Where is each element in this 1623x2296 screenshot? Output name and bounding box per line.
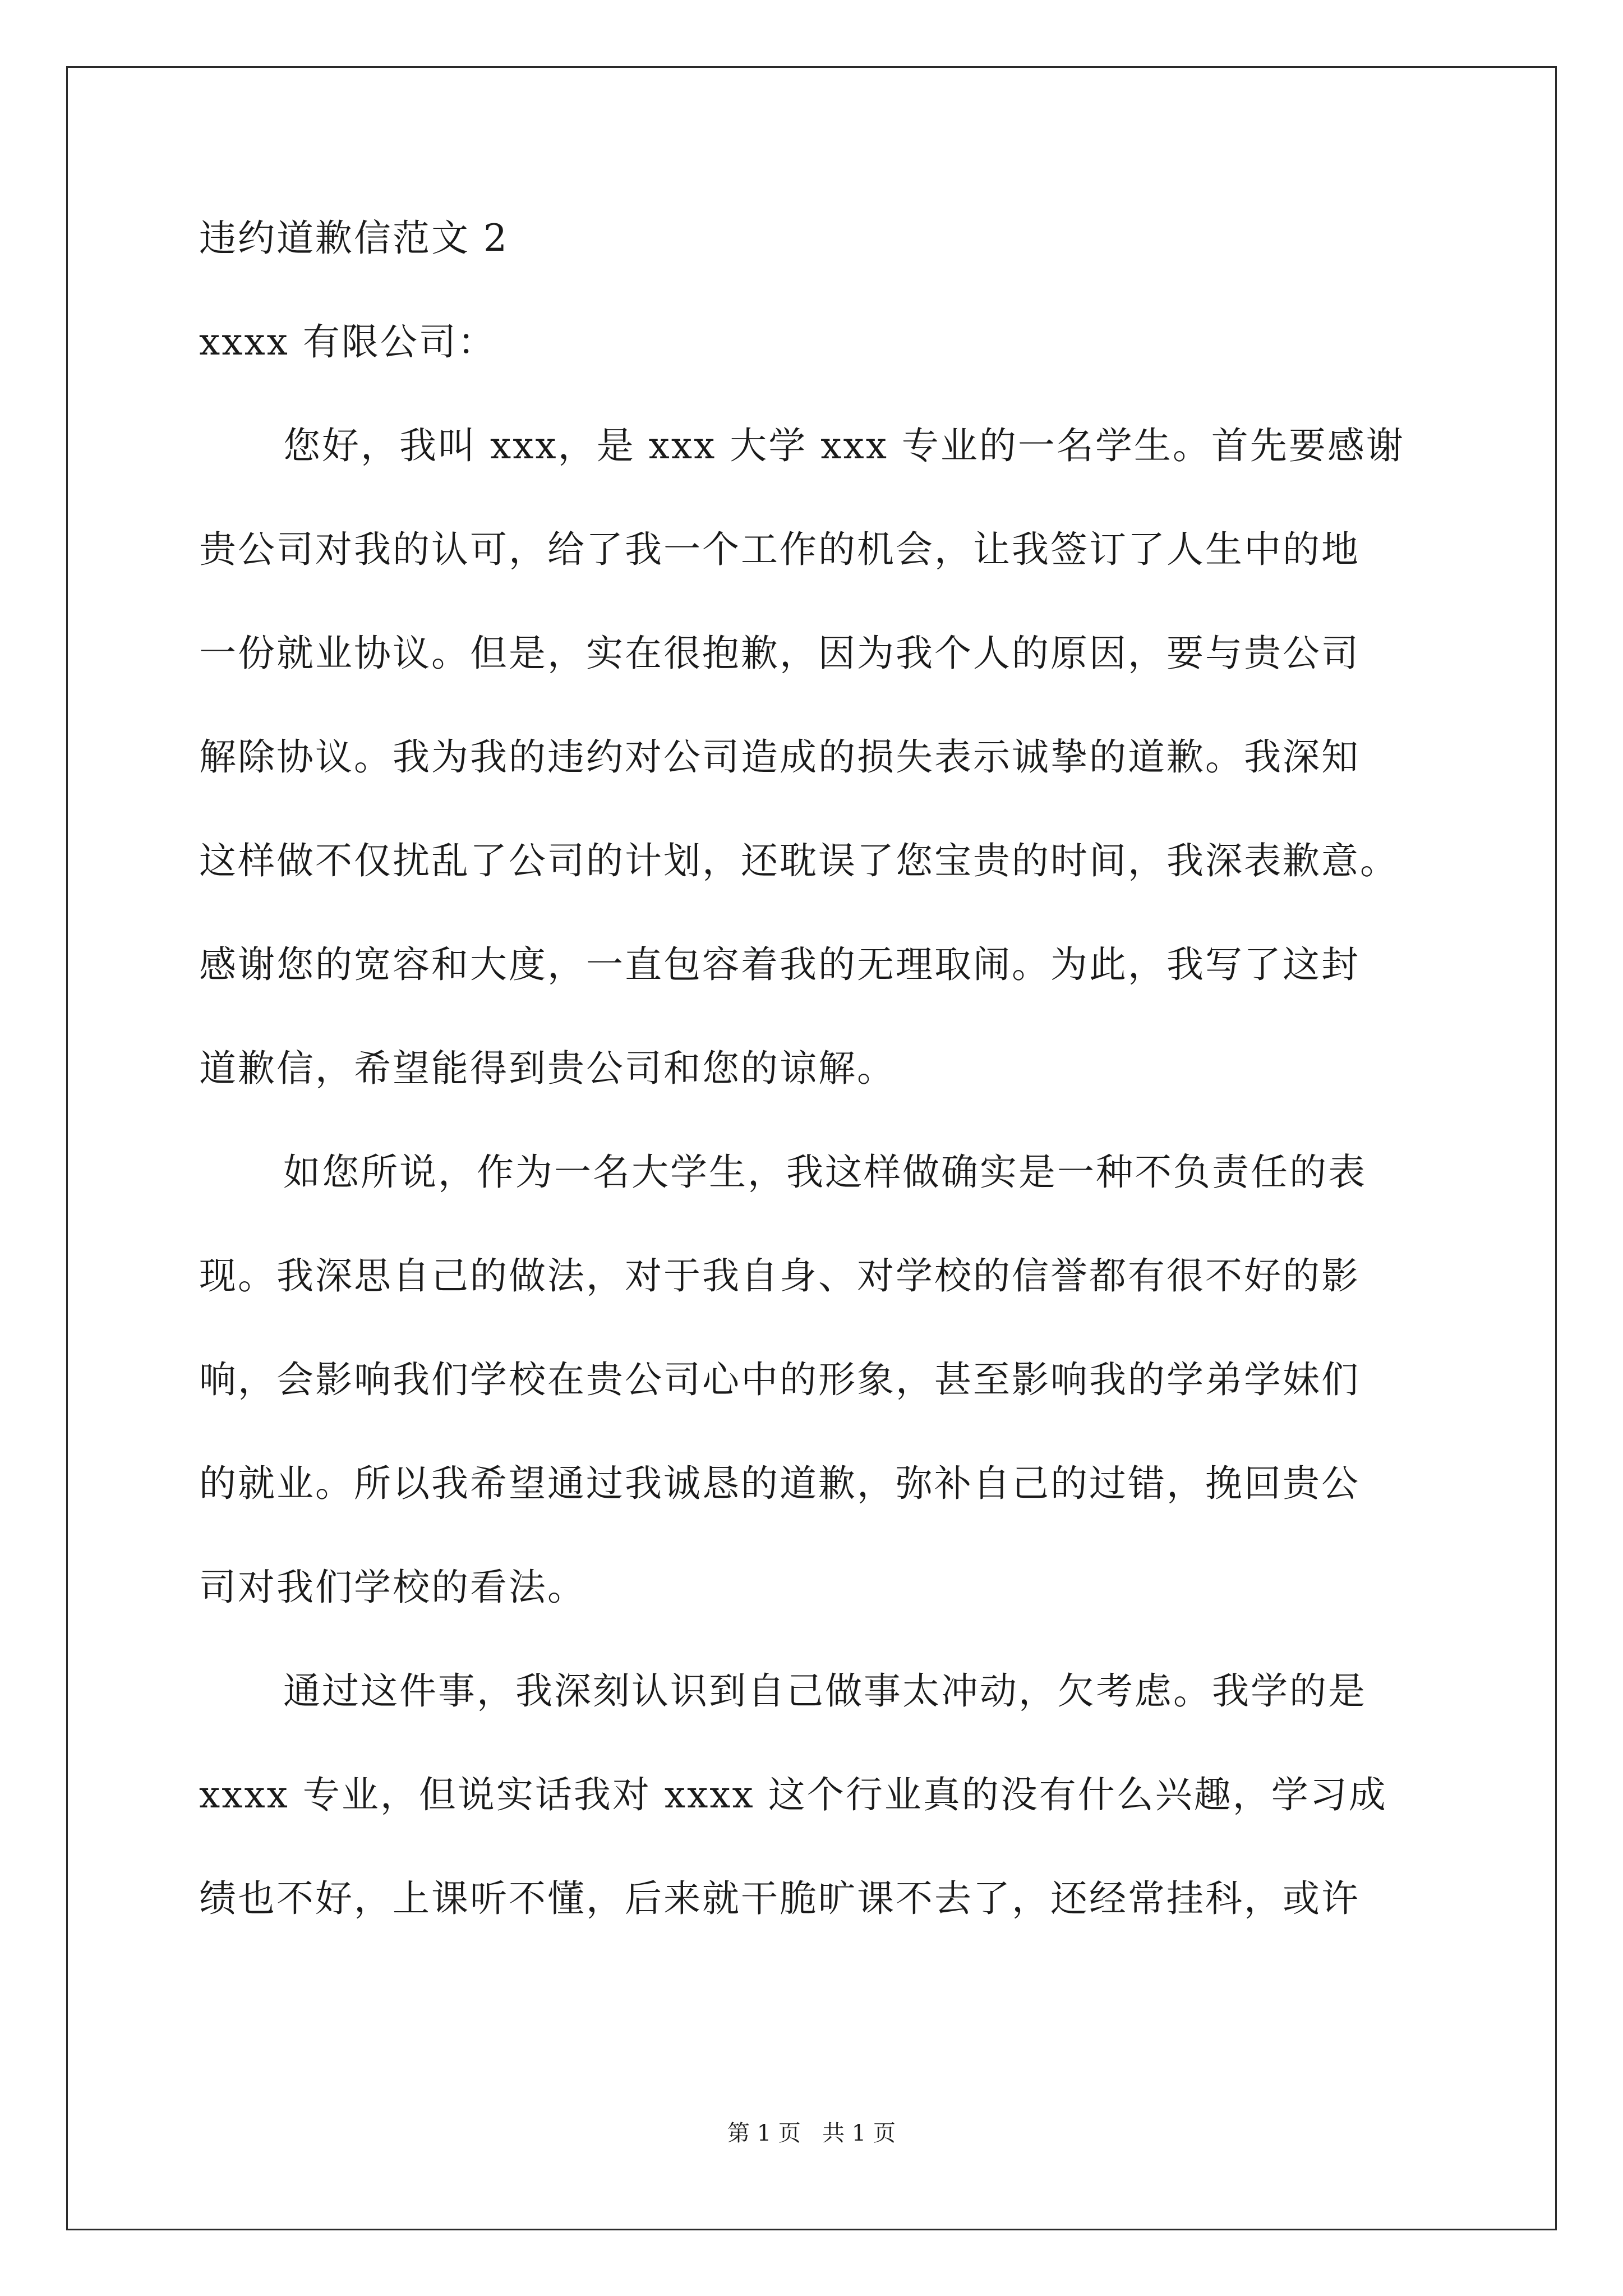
paragraph-line: 感谢您的宽容和大度，一直包容着我的无理取闹。为此，我写了这封 — [199, 943, 1360, 986]
paragraph-line: 通过这件事，我深刻认识到自己做事太冲动，欠考虑。我学的是 — [283, 1669, 1367, 1713]
paragraph-line: 解除协议。我为我的违约对公司造成的损失表示诚挚的道歉。我深知 — [199, 735, 1360, 779]
salutation: xxxx 有限公司： — [199, 320, 496, 364]
paragraph-line: 如您所说，作为一名大学生，我这样做确实是一种不负责任的表 — [283, 1151, 1367, 1194]
document-title: 违约道歉信范文 2 — [199, 217, 509, 260]
paragraph-line: 的就业。所以我希望通过我诚恳的道歉，弥补自己的过错，挽回贵公 — [199, 1462, 1360, 1505]
paragraph-line: 这样做不仅扰乱了公司的计划，还耽误了您宝贵的时间，我深表歉意。 — [199, 839, 1399, 882]
paragraph-line: 司对我们学校的看法。 — [199, 1566, 586, 1609]
paragraph-line: 现。我深思自己的做法，对于我自身、对学校的信誉都有很不好的影 — [199, 1254, 1360, 1297]
paragraph-line: 一份就业协议。但是，实在很抱歉，因为我个人的原因，要与贵公司 — [199, 632, 1360, 675]
paragraph-line: 您好，我叫 xxx，是 xxx 大学 xxx 专业的一名学生。首先要感谢 — [283, 424, 1405, 467]
paragraph-line: 道歉信，希望能得到贵公司和您的谅解。 — [199, 1047, 896, 1090]
page-footer: 第 1 页 共 1 页 — [727, 2120, 896, 2146]
paragraph-line: xxxx 专业，但说实话我对 xxxx 这个行业真的没有什么兴趣，学习成 — [199, 1773, 1387, 1816]
paragraph-line: 贵公司对我的认可，给了我一个工作的机会，让我签订了人生中的地 — [199, 528, 1360, 571]
paragraph-line: 绩也不好，上课听不懂，后来就干脆旷课不去了，还经常挂科，或许 — [199, 1877, 1360, 1920]
paragraph-line: 响，会影响我们学校在贵公司心中的形象，甚至影响我的学弟学妹们 — [199, 1358, 1360, 1401]
